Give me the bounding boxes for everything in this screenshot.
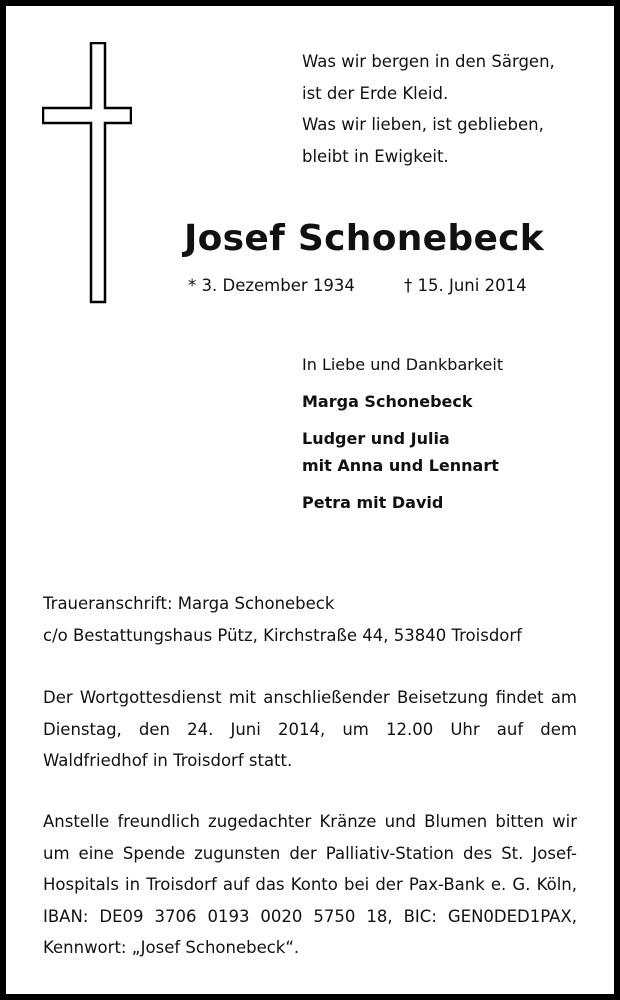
- cross-icon: [42, 42, 132, 304]
- birth-date: * 3. Dezember 1934: [188, 276, 355, 295]
- deceased-name: Josef Schonebeck: [183, 218, 545, 259]
- donation-text: Anstelle freundlich zugedachter Kränze und Blumen bitten wir um eine Spende zugunsten der Palliativ-Station des St. Josef-Hospitals in Troisdorf auf das Konto bei der Pax-Bank e. G. Köln, IBAN: DE09 3706 0193 0020 5750 18, BIC: GEN0DED1PAX, Kennwort: „Josef Schonebeck“.: [43, 812, 577, 957]
- death-date: † 15. Juni 2014: [404, 276, 527, 295]
- mourner-name: Marga Schonebeck: [302, 392, 473, 411]
- address-line: Traueranschrift: Marga Schonebeck: [43, 594, 335, 613]
- poem-line: Was wir bergen in den Särgen,: [302, 52, 555, 71]
- mourning-address: [43, 588, 577, 651]
- mourner-group: [302, 425, 503, 479]
- service-text: Der Wortgottesdienst mit anschließender Beisetzung findet am Dienstag, den 24. Juni 2014, um 12.00 Uhr auf dem Waldfriedhof in Troisdorf statt.: [43, 688, 577, 770]
- poem-line: Was wir lieben, ist geblieben,: [302, 115, 544, 134]
- mourner-name: Ludger und Julia: [302, 429, 450, 448]
- mourners-block: [302, 352, 503, 526]
- poem-line: ist der Erde Kleid.: [302, 83, 449, 103]
- mourner-group: [302, 388, 503, 415]
- service-info: [43, 682, 577, 777]
- address-line: c/o Bestattungshaus Pütz, Kirchstraße 44, 53840 Troisdorf: [43, 625, 522, 645]
- poem-line: bleibt in Ewigkeit.: [302, 146, 449, 166]
- mourner-name: Petra mit David: [302, 493, 444, 512]
- donation-info: [43, 806, 577, 964]
- mourner-group: [302, 489, 503, 516]
- mourner-name: mit Anna und Lennart: [302, 456, 499, 475]
- memorial-poem: [302, 46, 555, 172]
- mourners-intro: In Liebe und Dankbarkeit: [302, 355, 504, 374]
